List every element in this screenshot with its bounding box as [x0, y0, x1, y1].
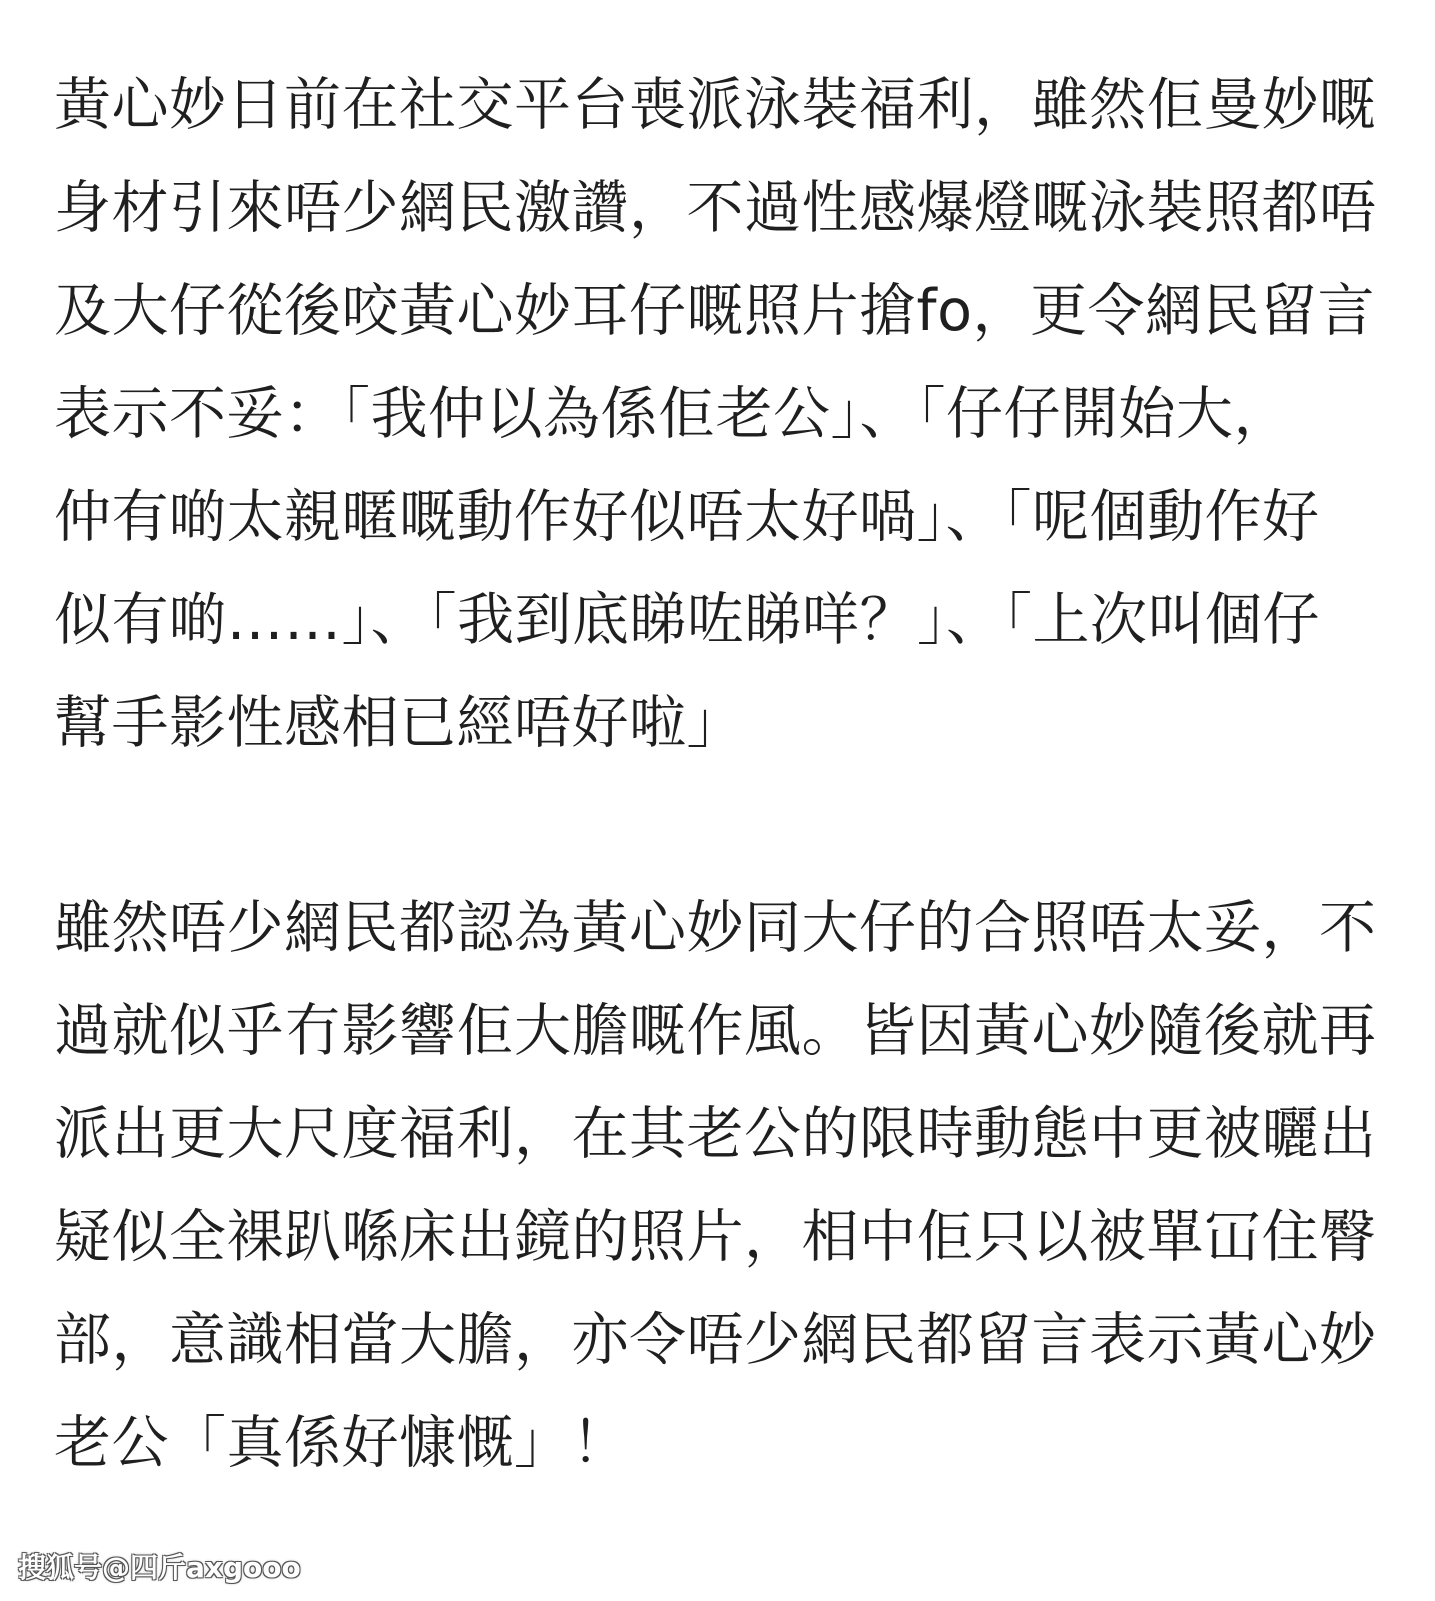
text-line: 老公「真係好慷慨」！	[54, 1410, 629, 1476]
text-line: 雖然唔少網民都認為黃心妙同大仔的合照唔太妥，不	[54, 895, 1377, 961]
text-line: 過就似乎冇影響佢大膽嘅作風。皆因黃心妙隨後就再	[54, 998, 1377, 1064]
text-line: 黃心妙日前在社交平台喪派泳裝福利，雖然佢曼妙嘅	[54, 72, 1377, 138]
text-line: 疑似全裸趴喺床出鏡的照片，相中佢只以被單冚住臀	[54, 1204, 1377, 1270]
paragraph-spacer	[54, 775, 1384, 877]
text-line: 仲有啲太親暱嘅動作好似唔太好喎」、「呢個動作好	[54, 484, 1320, 550]
source-watermark: 搜狐号@四斤axgooo	[18, 1551, 301, 1584]
text-line: 派出更大尺度福利，在其老公的限時動態中更被曬出	[54, 1101, 1377, 1167]
article-body	[54, 54, 1384, 1495]
text-line: 似有啲……」、「我到底睇咗睇咩？」、「上次叫個仔	[54, 587, 1320, 653]
text-line: 幫手影性感相已經唔好啦」	[54, 690, 744, 756]
text-line: 部，意識相當大膽，亦令唔少網民都留言表示黃心妙	[54, 1307, 1377, 1373]
text-line: 身材引來唔少網民激讚，不過性感爆燈嘅泳裝照都唔	[54, 175, 1377, 241]
paragraph-1	[54, 54, 1384, 775]
paragraph-2	[54, 877, 1384, 1495]
text-line: 及大仔從後咬黃心妙耳仔嘅照片搶fo，更令網民留言	[54, 278, 1375, 344]
text-line: 表示不妥：「我仲以為係佢老公」、「仔仔開始大，	[54, 381, 1291, 447]
